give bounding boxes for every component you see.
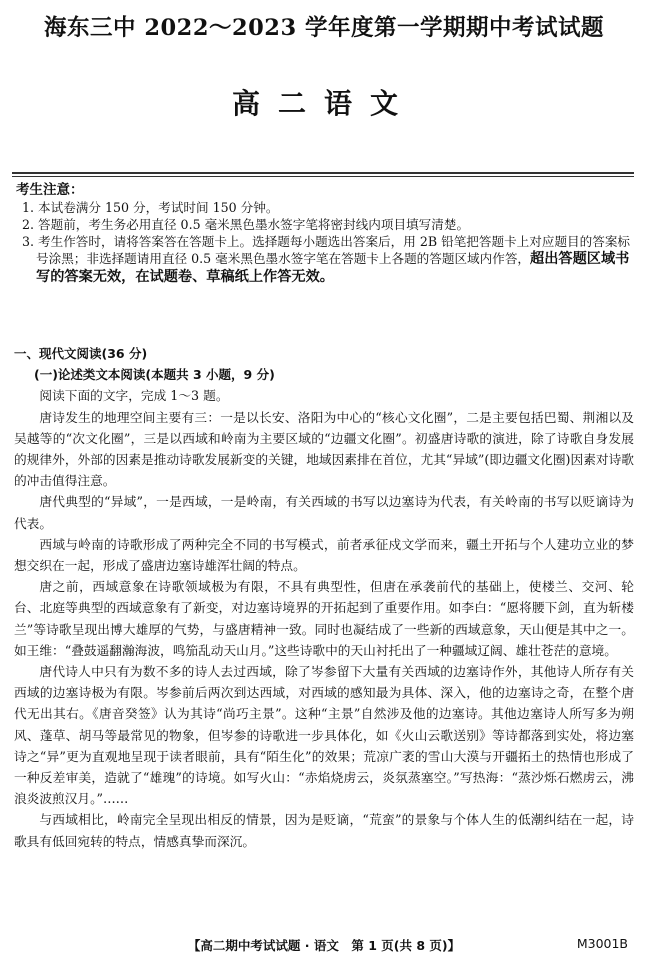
candidate-notice [16, 182, 630, 286]
exam-title: 海东三中 2022～2023 学年度第一学期期中考试试题 [44, 15, 604, 41]
passage-paragraph: 唐之前，西域意象在诗歌领域极为有限，不具有典型性，但唐在承袭前代的基础上，使楼兰、交河、轮台、北庭等典型的西域意象有了新变，对边塞诗境界的开拓起到了重要作用。如李白：“愿将腰下剑，直为斩楼兰”等诗歌呈现出博大雄厚的气势，与盛唐精神一致。同时也凝结成了一些新的西域意象，天山便是其中之一。如王维：“叠鼓遥翻瀚海波，鸣笳乱动天山月。”这些诗歌中的天山衬托出了一种疆域辽阔、雄壮苍茫的意境。 [14, 579, 634, 658]
instruction: 阅读下面的文字，完成 1～3 题。 [39, 388, 229, 404]
notice-title: 考生注意： [16, 182, 84, 198]
notice-item: 1. 本试卷满分 150 分，考试时间 150 分钟。 [22, 200, 279, 215]
passage-paragraph: 唐诗发生的地理空间主要有三：一是以长安、洛阳为中心的“核心文化圈”，二是主要包括巴蜀、荆湘以及吴越等的“次文化圈”，三是以西域和岭南为主要区域的“边疆文化圈”。初盛唐诗歌的演进，除了诗歌自身发展的规律外，外部的因素是推动诗歌发展新变的关键，地域因素排在首位，尤其“异域”(即边疆文化圈)因素对诗歌的冲击值得注意。 [14, 409, 634, 489]
reading-section [14, 343, 634, 852]
paper-code: M3001B [576, 936, 628, 951]
notice-item [16, 233, 630, 286]
subsection-title: (一)论述类文本阅读(本题共 3 小题，9 分) [34, 367, 275, 383]
divider-thin [12, 176, 634, 177]
passage-paragraph: 与西域相比，岭南完全呈现出相反的情景，因为是贬谪，“荒蛮”的景象与个体人生的低潮纠结在一起，诗歌具有低回宛转的特点，情感真挚而深沉。 [14, 812, 634, 849]
passage-paragraph: 西域与岭南的诗歌形成了两种完全不同的书写模式，前者承征戍文学而来，疆土开拓与个人建功立业的梦想交织在一起，形成了盛唐边塞诗雄浑壮阔的特点。 [14, 536, 634, 574]
notice-item-text: 3. 考生作答时，请将答案答在答题卡上。选择题每小题选出答案后，用 2B 铅笔把答题卡上对应题目的答案标号涂黑；非选择题请用直径 0.5 毫米黑色墨水签字笔在答题卡上各题的答题区域内作答， [22, 234, 631, 266]
passage-paragraph: 唐代诗人中只有为数不多的诗人去过西域，除了岑参留下大量有关西域的边塞诗作外，其他诗人所存有关西域的边塞诗极为有限。岑参前后两次到达西域，对西域的感知最为具体、深入，他的边塞诗之奇，在整个唐代无出其右。《唐音癸签》认为其诗“尚巧主景”。这种“主景”自然涉及他的边塞诗。其他边塞诗人所写多为朔风、蓬草、胡马等最常见的物象，但岑参的诗歌进一步具体化，如《火山云歌送别》等诗都落到实处，将边塞诗之“异”更为直观地呈现于读者眼前，具有“陌生化”的效果；荒凉广袤的雪山大漠与开疆拓土的热情也形成了一种反差审美，造就了“雄瑰”的诗境。如写火山：“赤焰烧虏云，炎氛蒸塞空。”写热海：“蒸沙烁石燃虏云，沸浪炎波煎汉月。”…… [14, 664, 634, 807]
divider-thick [12, 172, 634, 174]
footer-page-info: 【高二期中考试试题 · 语文 第 1 页(共 8 页)】 [187, 938, 461, 953]
notice-emphasis: 超出答题区域书写的答案无效，在试题卷、草稿纸上作答无效。 [36, 251, 630, 285]
passage-paragraph: 唐代典型的“异域”，一是西域，一是岭南，有关西域的书写以边塞诗为代表，有关岭南的书写以贬谪诗为代表。 [14, 494, 634, 531]
subject-title: 高二语文 [231, 87, 416, 120]
notice-item: 2. 答题前，考生务必用直径 0.5 毫米黑色墨水签字笔将密封线内项目填写清楚。 [22, 217, 470, 232]
section-title: 一、现代文阅读(36 分) [14, 346, 148, 361]
